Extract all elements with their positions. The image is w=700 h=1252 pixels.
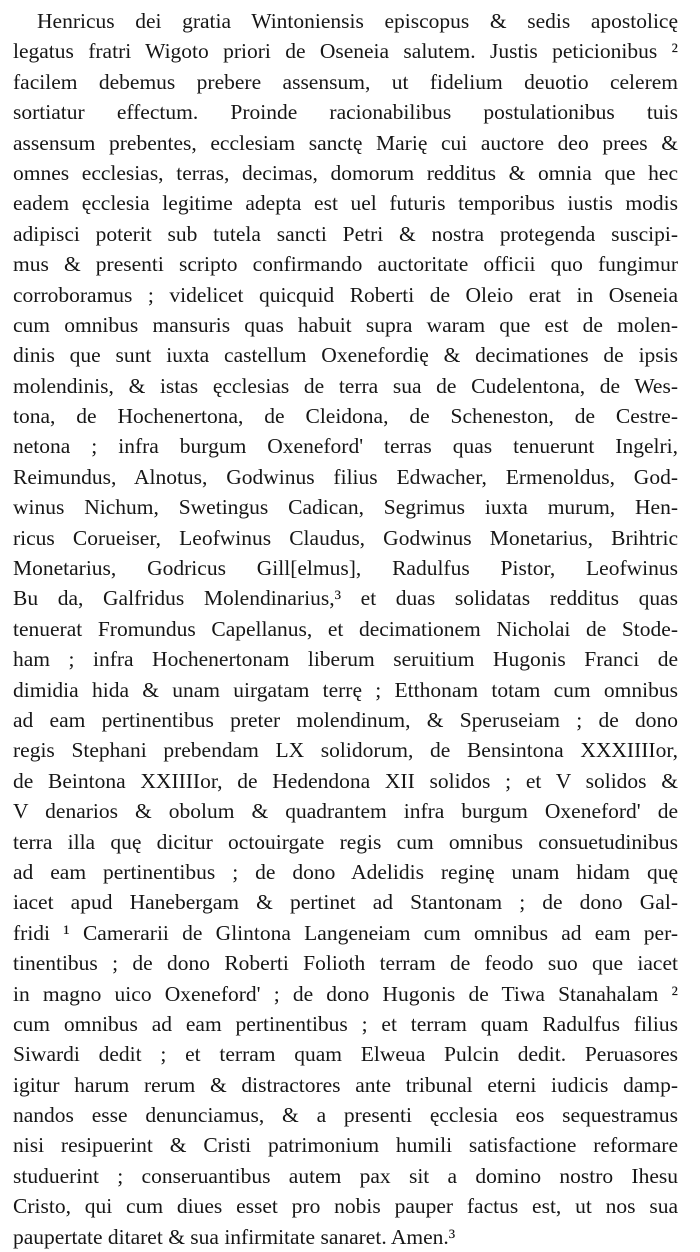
text-line: adipisci poterit sub tutela sancti Petri & nostra protegenda suscipi-	[13, 221, 678, 246]
text-line: tenuerat Fromundus Capellanus, et decimationem Nicholai de Stode-	[13, 616, 678, 641]
text-line: paupertate ditaret & sua infirmitate sanaret. Amen.³	[13, 1224, 456, 1249]
text-line: tinentibus ; de dono Roberti Folioth terram de feodo suo que iacet	[13, 951, 678, 976]
text-line: mus & presenti scripto confirmando auctoritate officii quo fungimur	[13, 252, 678, 277]
text-line: netona ; infra burgum Oxeneford' terras quas tenuerunt Ingelri,	[13, 434, 678, 459]
text-line: Henricus dei gratia Wintoniensis episcopus & sedis apostolicę	[37, 9, 678, 33]
text-line: ricus Corueiser, Leofwinus Claudus, Godwinus Monetarius, Brihtric	[13, 525, 678, 550]
text-line: corroboramus ; videlicet quicquid Roberti de Oleio erat in Oseneia	[13, 282, 678, 307]
text-line: ad eam pertinentibus ; de dono Adelidis reginę unam hidam quę	[13, 859, 678, 884]
text-line: igitur harum rerum & distractores ante tribunal eterni iudicis damp-	[13, 1072, 678, 1097]
text-line: nisi resipuerint & Cristi patrimonium humili satisfactione reformare	[13, 1133, 678, 1158]
text-line: tona, de Hochenertona, de Cleidona, de Scheneston, de Cestre-	[13, 404, 678, 429]
text-line: ham ; infra Hochenertonam liberum seruitium Hugonis Franci de	[13, 647, 678, 672]
text-line: fridi ¹ Camerarii de Glintona Langeneiam cum omnibus ad eam per-	[13, 920, 678, 945]
text-line: dinis que sunt iuxta castellum Oxenefordię & decimationes de ipsis	[13, 343, 678, 368]
text-line: sortiatur effectum. Proinde racionabilibus postulationibus tuis	[13, 100, 678, 125]
text-line: legatus fratri Wigoto priori de Oseneia salutem. Justis peticionibus ²	[13, 39, 678, 64]
text-line: Cristo, qui cum diues esset pro nobis pauper factus est, ut nos sua	[13, 1194, 678, 1219]
text-line: terra illa quę dicitur octouirgate regis cum omnibus consuetudinibus	[13, 829, 678, 854]
text-line: regis Stephani prebendam LX solidorum, de Bensintona XXXIIIIor,	[13, 738, 678, 763]
text-line: facilem debemus prebere assensum, ut fidelium deuotio celerem	[13, 69, 678, 94]
text-line: assensum prebentes, ecclesiam sanctę Marię cui auctore deo prees &	[13, 130, 678, 155]
text-line: de Beintona XXIIIIor, de Hedendona XII solidos ; et V solidos &	[13, 768, 678, 793]
text-line: omnes ecclesias, terras, decimas, domorum redditus & omnia que hec	[13, 160, 678, 185]
text-line: nandos esse denunciamus, & a presenti ęcclesia eos sequestramus	[13, 1103, 678, 1128]
text-line: dimidia hida & unam uirgatam terrę ; Etthonam totam cum omnibus	[13, 677, 678, 702]
text-line: ad eam pertinentibus preter molendinum, & Speruseiam ; de dono	[13, 707, 678, 732]
text-line: molendinis, & istas ęcclesias de terra sua de Cudelentona, de Wes-	[13, 373, 678, 398]
text-line: studuerint ; conseruantibus autem pax sit a domino nostro Ihesu	[13, 1163, 678, 1188]
text-line: Reimundus, Alnotus, Godwinus filius Edwacher, Ermenoldus, God-	[13, 464, 678, 489]
text-line: Bu da, Galfridus Molendinarius,³ et duas solidatas redditus quas	[13, 586, 678, 611]
text-line: V denarios & obolum & quadrantem infra burgum Oxeneford' de	[13, 799, 678, 824]
text-line: cum omnibus mansuris quas habuit supra waram que est de molen-	[13, 312, 678, 337]
text-line: winus Nichum, Swetingus Cadican, Segrimus iuxta murum, Hen-	[13, 495, 678, 520]
text-line: cum omnibus ad eam pertinentibus ; et terram quam Radulfus filius	[13, 1011, 678, 1036]
text-line: iacet apud Hanebergam & pertinet ad Stantonam ; de dono Gal-	[13, 890, 678, 915]
text-line: eadem ęcclesia legitime adepta est uel futuris temporibus iustis modis	[13, 191, 678, 216]
text-line: Monetarius, Godricus Gill[elmus], Radulfus Pistor, Leofwinus	[13, 556, 678, 581]
text-line: Siwardi dedit ; et terram quam Elweua Pulcin dedit. Peruasores	[13, 1042, 678, 1067]
text-line: in magno uico Oxeneford' ; de dono Hugonis de Tiwa Stanahalam ²	[13, 981, 678, 1006]
